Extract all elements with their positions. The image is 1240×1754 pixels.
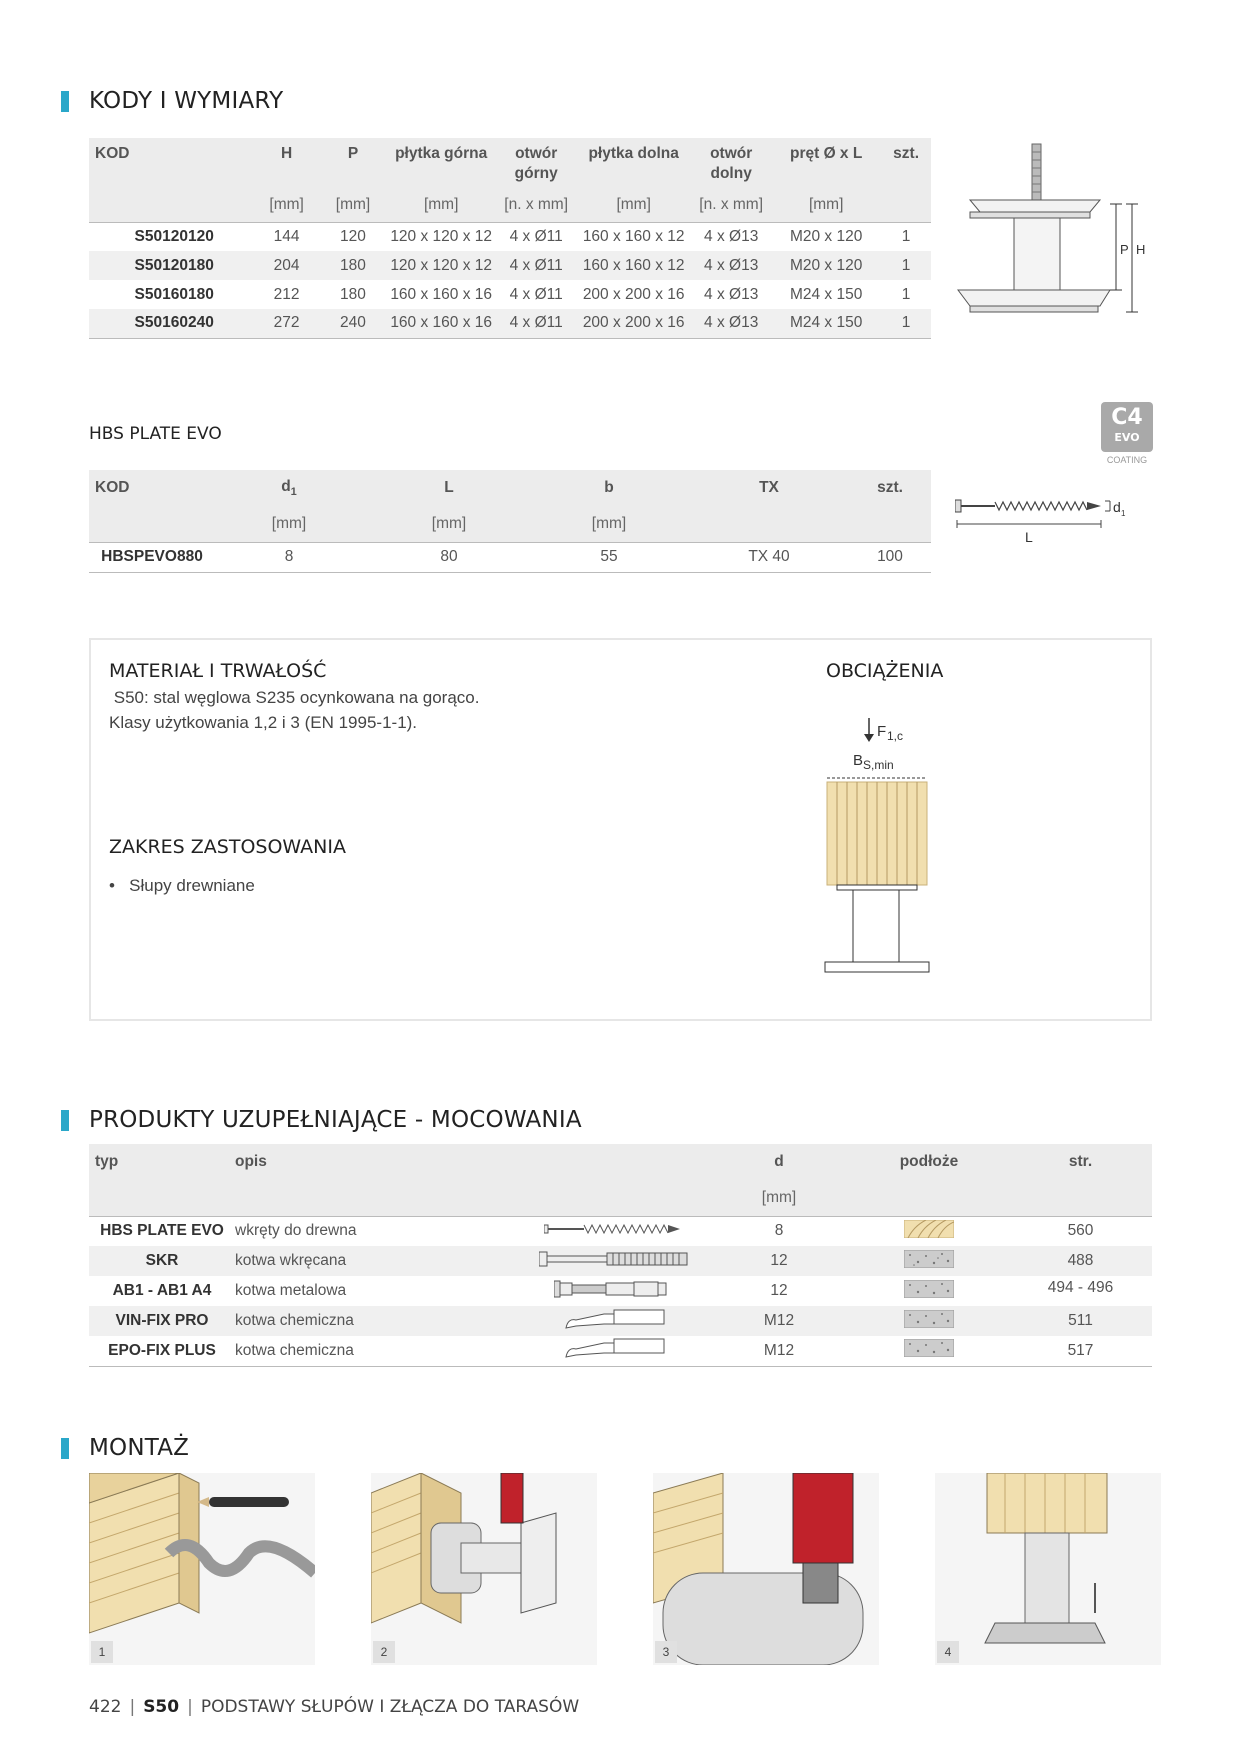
step-number: 4 xyxy=(937,1641,959,1663)
col-header: otwór dolny xyxy=(710,145,753,182)
section-marker xyxy=(61,91,69,112)
section-marker xyxy=(61,1110,69,1131)
col-header: szt. xyxy=(877,479,903,496)
hbs-table: KOD $d_1$ L b TX szt. [mm] [mm] [mm] HBSPEVO880 8 80 55 TX 40 100 xyxy=(89,470,931,573)
c4-evo-badge: C4 EVO xyxy=(1101,402,1153,452)
diagram-label-d-sub: 1 xyxy=(1121,509,1126,518)
load-diagram xyxy=(815,712,945,977)
step-number: 1 xyxy=(91,1641,113,1663)
col-header: szt. xyxy=(893,145,919,162)
diagram-label-p: P xyxy=(1120,242,1129,257)
diagram-label-h: H xyxy=(1136,242,1146,257)
col-header: KOD xyxy=(95,145,130,162)
material-text: S50: stal węglowa S235 ocynkowana na gorąco. Klasy użytkowania 1,2 i 3 (EN 1995-1-1). xyxy=(109,688,480,732)
material-code: S50 xyxy=(113,688,144,707)
chemical-anchor-icon xyxy=(529,1306,709,1336)
col-header: podłoże xyxy=(899,1153,959,1170)
table-row: EPO-FIX PLUS kotwa chemiczna M12 517 xyxy=(89,1336,1152,1366)
col-header: H xyxy=(281,145,293,162)
step-number: 3 xyxy=(655,1641,677,1663)
width-label: B xyxy=(853,752,864,769)
col-header xyxy=(529,1144,709,1180)
col-header: pręt Ø x L xyxy=(789,145,863,162)
col-header: otwór górny xyxy=(514,145,558,182)
page-number: 422 xyxy=(89,1697,122,1717)
diagram-label-d: d xyxy=(1113,499,1121,515)
products-table: typ opis d podłoże str. [mm] HBS PLATE EVO wkręty do drewna 8 560 SKR kotwa wkręcana 12 488 AB1 - AB1 A4 kotwa metalowa 12 494 - 496 VIN-FIX PRO kotwa chemiczna M12 511 EPO-FIX PLUS kotwa chemiczna M12 517 xyxy=(89,1144,1152,1367)
unit-cell: [n. x mm] xyxy=(691,188,771,222)
diagram-label-l: L xyxy=(1025,529,1033,545)
unit-cell: [mm] xyxy=(576,188,691,222)
badge-caption: COATING xyxy=(1106,455,1148,465)
section-products-title: PRODUKTY UZUPEŁNIAJĄCE - MOCOWANIA xyxy=(61,1107,582,1133)
col-header: str. xyxy=(1068,1153,1093,1170)
concrete-substrate-icon xyxy=(849,1276,1009,1306)
table-row: S50160180 212 180 160 x 160 x 16 4 x Ø11 200 x 200 x 16 4 x Ø13 M24 x 150 1 xyxy=(134,285,911,303)
table-row: HBSPEVO880 8 80 55 TX 40 100 xyxy=(89,542,931,572)
scope-title: ZAKRES ZASTOSOWANIA xyxy=(109,836,346,858)
table-row: HBS PLATE EVO wkręty do drewna 8 560 xyxy=(89,1216,1152,1246)
chemical-anchor-icon xyxy=(529,1336,709,1366)
scope-list xyxy=(109,873,255,898)
unit-cell: [mm] xyxy=(320,188,386,222)
unit-cell: [n. x mm] xyxy=(496,188,576,222)
assembly-step-4 xyxy=(935,1473,1161,1665)
post-base-diagram xyxy=(950,140,1150,320)
codes-table xyxy=(89,138,931,339)
col-header: typ xyxy=(95,1153,119,1170)
step-number: 2 xyxy=(373,1641,395,1663)
hbs-table-title: HBS PLATE EVO xyxy=(89,424,222,444)
col-header: d xyxy=(774,1153,784,1170)
col-header: płytka dolna xyxy=(588,145,679,162)
assembly-step-1 xyxy=(89,1473,315,1665)
col-header: TX xyxy=(759,479,779,496)
col-header: KOD xyxy=(95,479,130,496)
width-sub: S,min xyxy=(863,758,894,772)
col-header: $d_1$ xyxy=(281,477,297,499)
loads-title: OBCIĄŻENIA xyxy=(826,660,944,682)
concrete-substrate-icon xyxy=(849,1306,1009,1336)
unit-cell xyxy=(881,188,931,222)
concrete-substrate-icon xyxy=(849,1336,1009,1366)
unit-cell: [mm] xyxy=(771,188,881,222)
table-row: VIN-FIX PRO kotwa chemiczna M12 511 xyxy=(89,1306,1152,1336)
ab1-anchor-icon xyxy=(529,1276,709,1306)
skr-anchor-icon xyxy=(529,1246,709,1276)
table-row: S50120120 144 120 120 x 120 x 12 4 x Ø11 160 x 160 x 12 4 x Ø13 M20 x 120 1 xyxy=(134,227,911,245)
unit-cell: [mm] xyxy=(253,188,319,222)
section-codes-title: KODY I WYMIARY xyxy=(61,88,283,114)
col-header: L xyxy=(444,479,454,496)
table-row: SKR kotwa wkręcana 12 488 xyxy=(89,1246,1152,1276)
col-header: b xyxy=(604,479,614,496)
wood-substrate-icon xyxy=(849,1216,1009,1246)
material-title: MATERIAŁ I TRWAŁOŚĆ xyxy=(109,660,327,682)
footer-title: PODSTAWY SŁUPÓW I ZŁĄCZA DO TARASÓW xyxy=(200,1697,580,1717)
table-row: AB1 - AB1 A4 kotwa metalowa 12 494 - 496 xyxy=(89,1276,1152,1306)
section-assembly-title: MONTAŻ xyxy=(61,1435,189,1461)
hbs-screw-icon xyxy=(529,1216,709,1246)
force-label: F xyxy=(877,723,887,740)
screw-diagram xyxy=(955,494,1145,554)
col-header: płytka górna xyxy=(395,145,488,162)
list-item: • Słupy drewniane xyxy=(109,876,255,895)
table-row: S50120180 204 180 120 x 120 x 12 4 x Ø11 160 x 160 x 12 4 x Ø13 M20 x 120 1 xyxy=(89,251,931,280)
unit-cell: [mm] xyxy=(386,188,496,222)
assembly-step-3 xyxy=(653,1473,879,1665)
col-header: opis xyxy=(235,1153,267,1170)
unit-cell xyxy=(89,188,253,222)
section-marker xyxy=(61,1438,69,1459)
col-header: P xyxy=(347,145,359,162)
product-code: S50 xyxy=(143,1697,180,1717)
assembly-step-2 xyxy=(371,1473,597,1665)
table-row: S50160240 272 240 160 x 160 x 16 4 x Ø11 200 x 200 x 16 4 x Ø13 M24 x 150 1 xyxy=(89,309,931,338)
page-footer: 422 | S50 | PODSTAWY SŁUPÓW I ZŁĄCZA DO TARASÓW xyxy=(89,1697,580,1717)
force-sub: 1,c xyxy=(887,729,904,743)
concrete-substrate-icon xyxy=(849,1246,1009,1276)
